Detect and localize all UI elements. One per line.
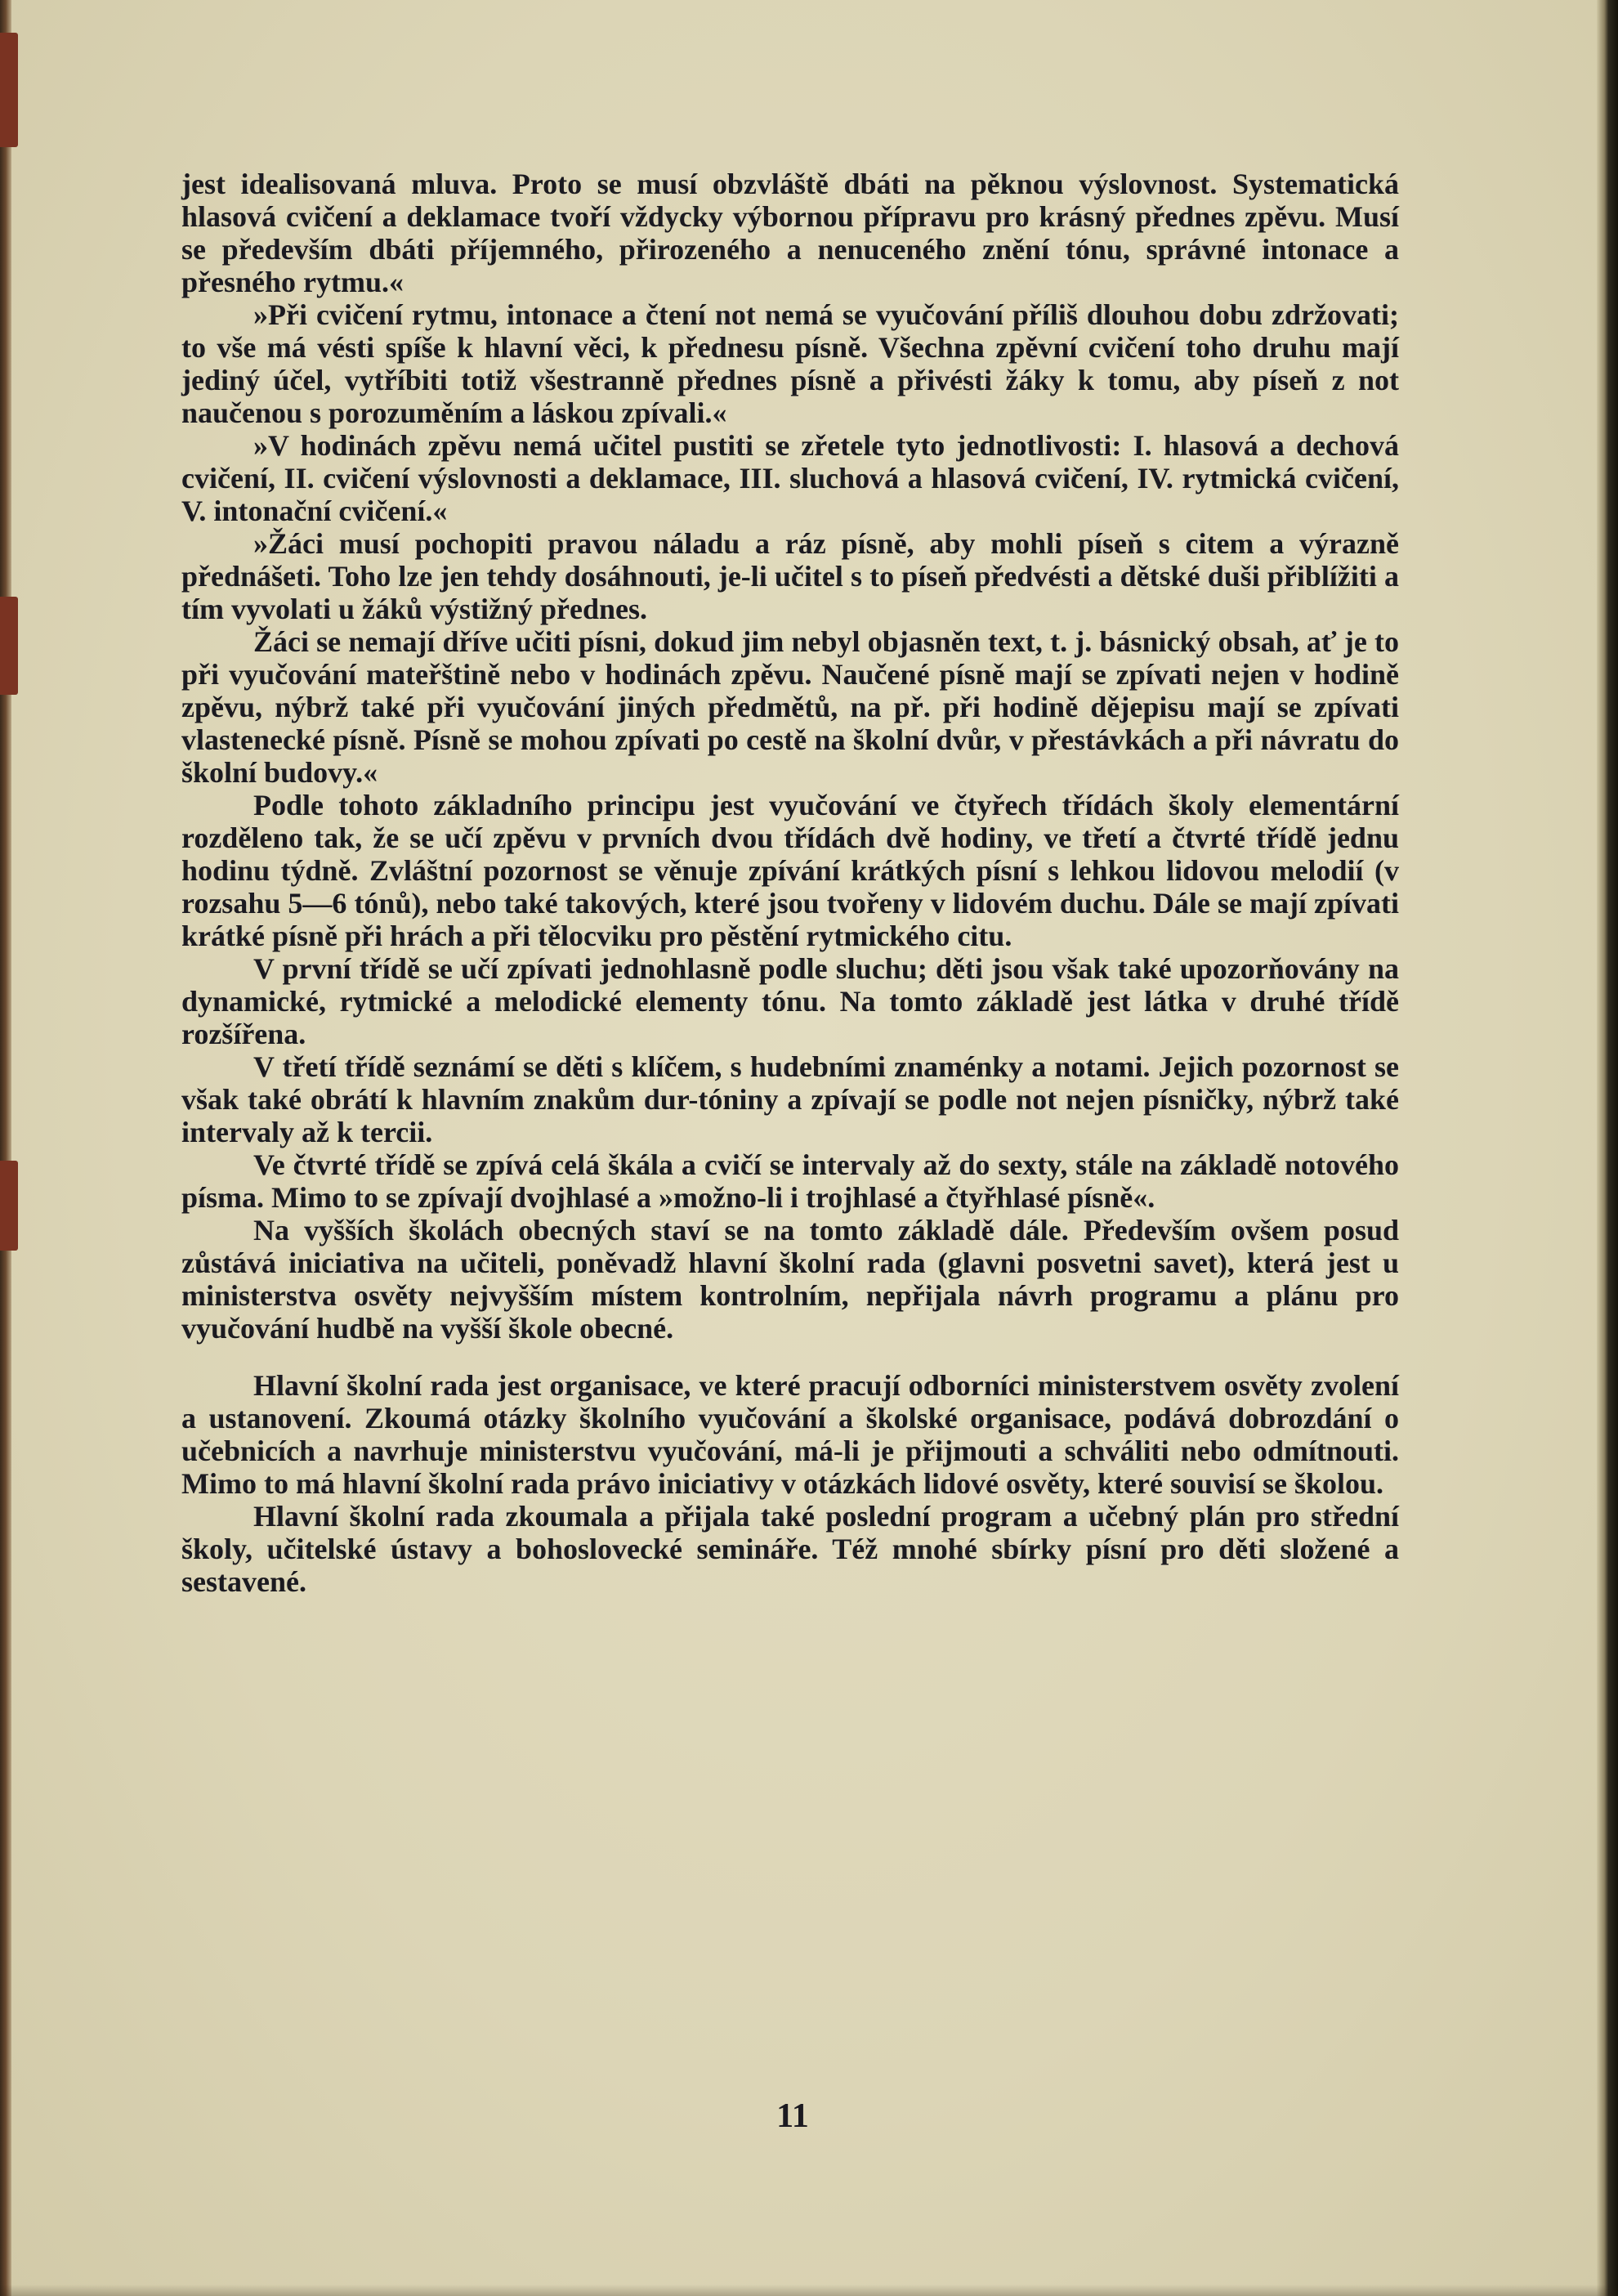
page-right-edge bbox=[1597, 0, 1618, 2296]
paragraph: V třetí třídě seznámí se děti s klíčem, s hudebními znaménky a notami. Jejich pozornost se však také obrátí k hlavním znakům dur-tóniny a zpívají se podle not nejen písničky, nýbrž také intervaly až k tercii. bbox=[181, 1050, 1399, 1148]
binding-thread-mark bbox=[0, 33, 18, 147]
binding-thread-mark bbox=[0, 1161, 18, 1251]
binding-thread-mark bbox=[0, 597, 18, 695]
paragraph: jest idealisovaná mluva. Proto se musí obzvláště dbáti na pěknou výslovnost. Systematická hlasová cvičení a deklamace tvoří vždycky výbornou přípravu pro krásný přednes zpěvu. Musí se především dbáti příjemného, přirozeného a nenuceného znění tónu, správné intonace a přesného rytmu.« bbox=[181, 168, 1399, 298]
paragraph: Hlavní školní rada zkoumala a přijala také poslední program a učebný plán pro střední školy, učitelské ústavy a bohoslovecké semináře. Též mnohé sbírky písní pro děti složené a sestavené. bbox=[181, 1500, 1399, 1598]
paragraph: V první třídě se učí zpívati jednohlasně podle sluchu; děti jsou však také upozorňovány na dynamické, rytmické a melodické elementy tónu. Na tomto základě jest látka v druhé třídě rozšířena. bbox=[181, 952, 1399, 1050]
paragraph: »Žáci musí pochopiti pravou náladu a ráz písně, aby mohli píseň s citem a výrazně přednášeti. Toho lze jen tehdy dosáhnouti, je-li učitel s to píseň předvésti a dětské duši přiblížiti a tím vyvolati u žáků výstižný přednes. bbox=[181, 527, 1399, 625]
binding-edge bbox=[0, 0, 11, 2296]
body-text bbox=[181, 168, 1399, 1598]
page-number: 11 bbox=[776, 2097, 809, 2135]
paragraph: »V hodinách zpěvu nemá učitel pustiti se zřetele tyto jednotlivosti: I. hlasová a dechová cvičení, II. cvičení výslovnosti a deklamace, III. sluchová a hlasová cvičení, IV. rytmická cvičení, V. intonační cvičení.« bbox=[181, 429, 1399, 527]
page-bottom-shadow bbox=[0, 2285, 1618, 2296]
paragraph: Žáci se nemají dříve učiti písni, dokud jim nebyl objasněn text, t. j. básnický obsah, ať je to při vyučování mateřštině nebo v hodinách zpěvu. Naučené písně mají se zpívati nejen v hodině zpěvu, nýbrž také při vyučování jiných předmětů, na př. při hodině dějepisu mají se zpívati vlastenecké písně. Písně se mohou zpívati po cestě na školní dvůr, v přestávkách a při návratu do školní budovy.« bbox=[181, 625, 1399, 789]
paragraph: Hlavní školní rada jest organisace, ve které pracují odborníci ministerstvem osvěty zvolení a ustanovení. Zkoumá otázky školního vyučování a školské organisace, podává dobrozdání o učebnicích a navrhuje ministerstvu vyučování, má-li je přijmouti a schváliti nebo odmítnouti. Mimo to má hlavní školní rada právo iniciativy v otázkách lidové osvěty, které souvisí se školou. bbox=[181, 1369, 1399, 1500]
paragraph: Ve čtvrté třídě se zpívá celá škála a cvičí se intervaly až do sexty, stále na základě notového písma. Mimo to se zpívají dvojhlasé a »možno-li i trojhlasé a čtyřhlasé písně«. bbox=[181, 1148, 1399, 1214]
paragraph: Na vyšších školách obecných staví se na tomto základě dále. Především ovšem posud zůstává iniciativa na učiteli, poněvadž hlavní školní rada (glavni posvetni savet), která jest u ministerstva osvěty nejvyšším místem kontrolním, nepřijala návrh programu a plánu pro vyučování hudbě na vyšší škole obecné. bbox=[181, 1214, 1399, 1345]
paragraph: »Při cvičení rytmu, intonace a čtení not nemá se vyučování příliš dlouhou dobu zdržovati; to vše má vésti spíše k hlavní věci, k přednesu písně. Všechna zpěvní cvičení toho druhu mají jediný účel, vytříbiti totiž všestranně přednes písně a přivésti žáky k tomu, aby píseň z not naučenou s porozuměním a láskou zpívali.« bbox=[181, 298, 1399, 429]
paragraph: Podle tohoto základního principu jest vyučování ve čtyřech třídách školy elementární rozděleno tak, že se učí zpěvu v prvních dvou třídách dvě hodiny, ve třetí a čtvrté třídě jednu hodinu týdně. Zvláštní pozornost se věnuje zpívání krátkých písní s lehkou lidovou melodií (v rozsahu 5—6 tónů), nebo také takových, které jsou tvořeny v lidovém duchu. Dále se mají zpívati krátké písně při hrách a při tělocviku pro pěstění rytmického citu. bbox=[181, 789, 1399, 952]
